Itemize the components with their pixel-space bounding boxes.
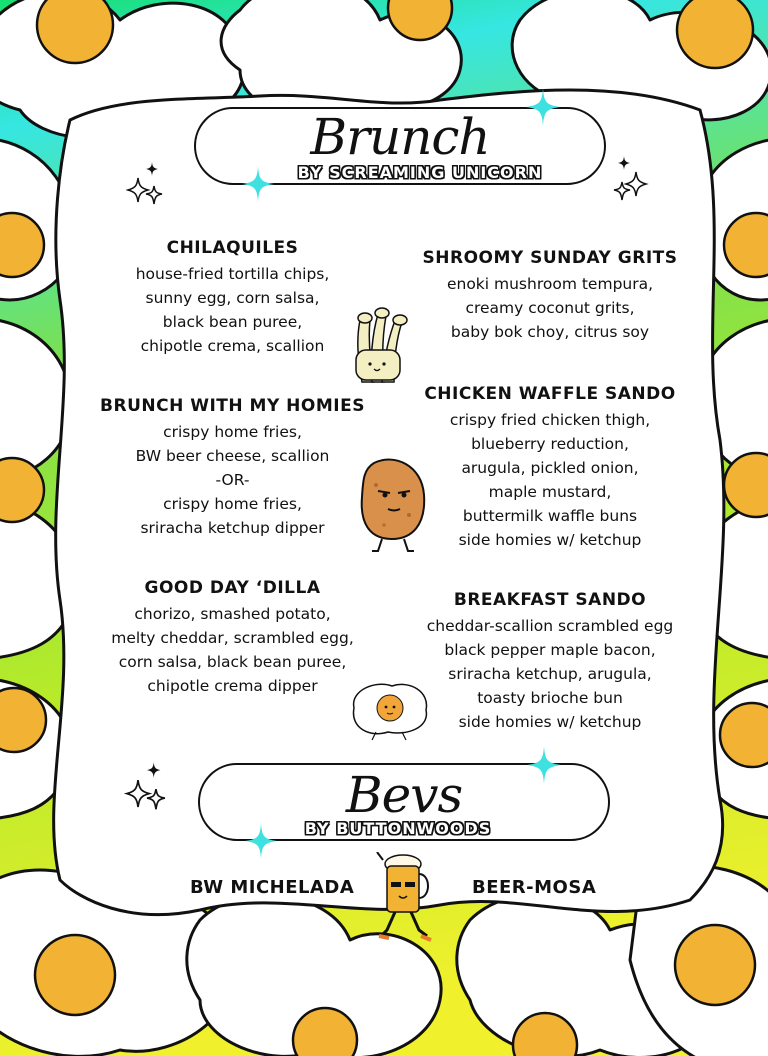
bevs-subtitle: BY BUTTONWOODS: [304, 819, 492, 838]
sparkle-icon: [124, 760, 170, 816]
menu-item-line: cheddar-scallion scrambled egg: [426, 617, 674, 635]
menu-item-line: crispy home fries,: [163, 495, 302, 513]
menu-item-line: arugula, pickled onion,: [461, 459, 639, 477]
menu-item-line: crispy fried chicken thigh,: [449, 411, 651, 429]
menu-item-line: baby bok choy, citrus soy: [450, 323, 650, 341]
menu-item-name: CHICKEN WAFFLE SANDO: [424, 384, 676, 404]
menu-item-line: side homies w/ ketchup: [458, 531, 642, 549]
menu-item-line: melty cheddar, scrambled egg,: [111, 629, 354, 647]
menu-item-line: BW beer cheese, scallion: [135, 447, 330, 465]
menu-item-good-day-dilla: [80, 578, 385, 698]
menu-item-line: sriracha ketchup dipper: [140, 519, 325, 537]
menu-item-shroomy-sunday-grits: [400, 248, 700, 344]
menu-item-line: house-fried tortilla chips,: [135, 265, 330, 283]
menu-item-line: sunny egg, corn salsa,: [145, 289, 320, 307]
menu-item-line: sriracha ketchup, arugula,: [448, 665, 652, 683]
menu-item-line: creamy coconut grits,: [465, 299, 635, 317]
sparkle-icon: [610, 154, 650, 204]
menu-item-line: side homies w/ ketchup: [458, 713, 642, 731]
sparkle-icon: [527, 746, 561, 784]
menu-item-chilaquiles: [80, 238, 385, 358]
sparkle-icon: [126, 160, 166, 210]
sparkle-icon: [526, 88, 560, 126]
sparkle-icon: [245, 823, 277, 859]
bevs-title: Bevs: [345, 766, 463, 824]
beer-mug-icon: [373, 852, 439, 944]
menu-item-line: chipotle crema, scallion: [140, 337, 325, 355]
menu-item-line: enoki mushroom tempura,: [446, 275, 654, 293]
menu-item-line: maple mustard,: [488, 483, 612, 501]
menu-item-name: BREAKFAST SANDO: [453, 590, 647, 610]
menu-item-line: corn salsa, black bean puree,: [118, 653, 347, 671]
bev-item-beer-mosa: BEER-MOSA: [472, 877, 597, 898]
menu-item-line: chipotle crema dipper: [147, 677, 318, 695]
bev-item-bw-michelada: BW MICHELADA: [190, 877, 355, 898]
sparkle-icon: [242, 166, 274, 202]
menu-item-line: -OR-: [215, 471, 250, 489]
menu-item-line: chorizo, smashed potato,: [134, 605, 331, 623]
menu-item-name: BRUNCH WITH MY HOMIES: [100, 396, 365, 416]
enoki-mushroom-icon: [350, 300, 410, 384]
menu-item-name: CHILAQUILES: [166, 238, 299, 258]
potato-icon: [354, 455, 434, 555]
menu-item-name: GOOD DAY ‘DILLA: [144, 578, 321, 598]
fried-egg-icon: [346, 678, 432, 742]
brunch-subtitle: BY SCREAMING UNICORN: [297, 163, 543, 182]
menu-item-chicken-waffle-sando: [400, 384, 700, 552]
menu-item-brunch-with-my-homies: [80, 396, 385, 540]
menu-item-line: toasty brioche bun: [477, 689, 623, 707]
menu-item-line: black pepper maple bacon,: [444, 641, 656, 659]
brunch-title: Brunch: [310, 108, 490, 166]
menu-item-breakfast-sando: [400, 590, 700, 734]
menu-item-line: buttermilk waffle buns: [462, 507, 638, 525]
menu-item-line: crispy home fries,: [163, 423, 302, 441]
menu-item-line: blueberry reduction,: [471, 435, 629, 453]
menu-item-name: SHROOMY SUNDAY GRITS: [422, 248, 678, 268]
menu-item-line: black bean puree,: [162, 313, 303, 331]
